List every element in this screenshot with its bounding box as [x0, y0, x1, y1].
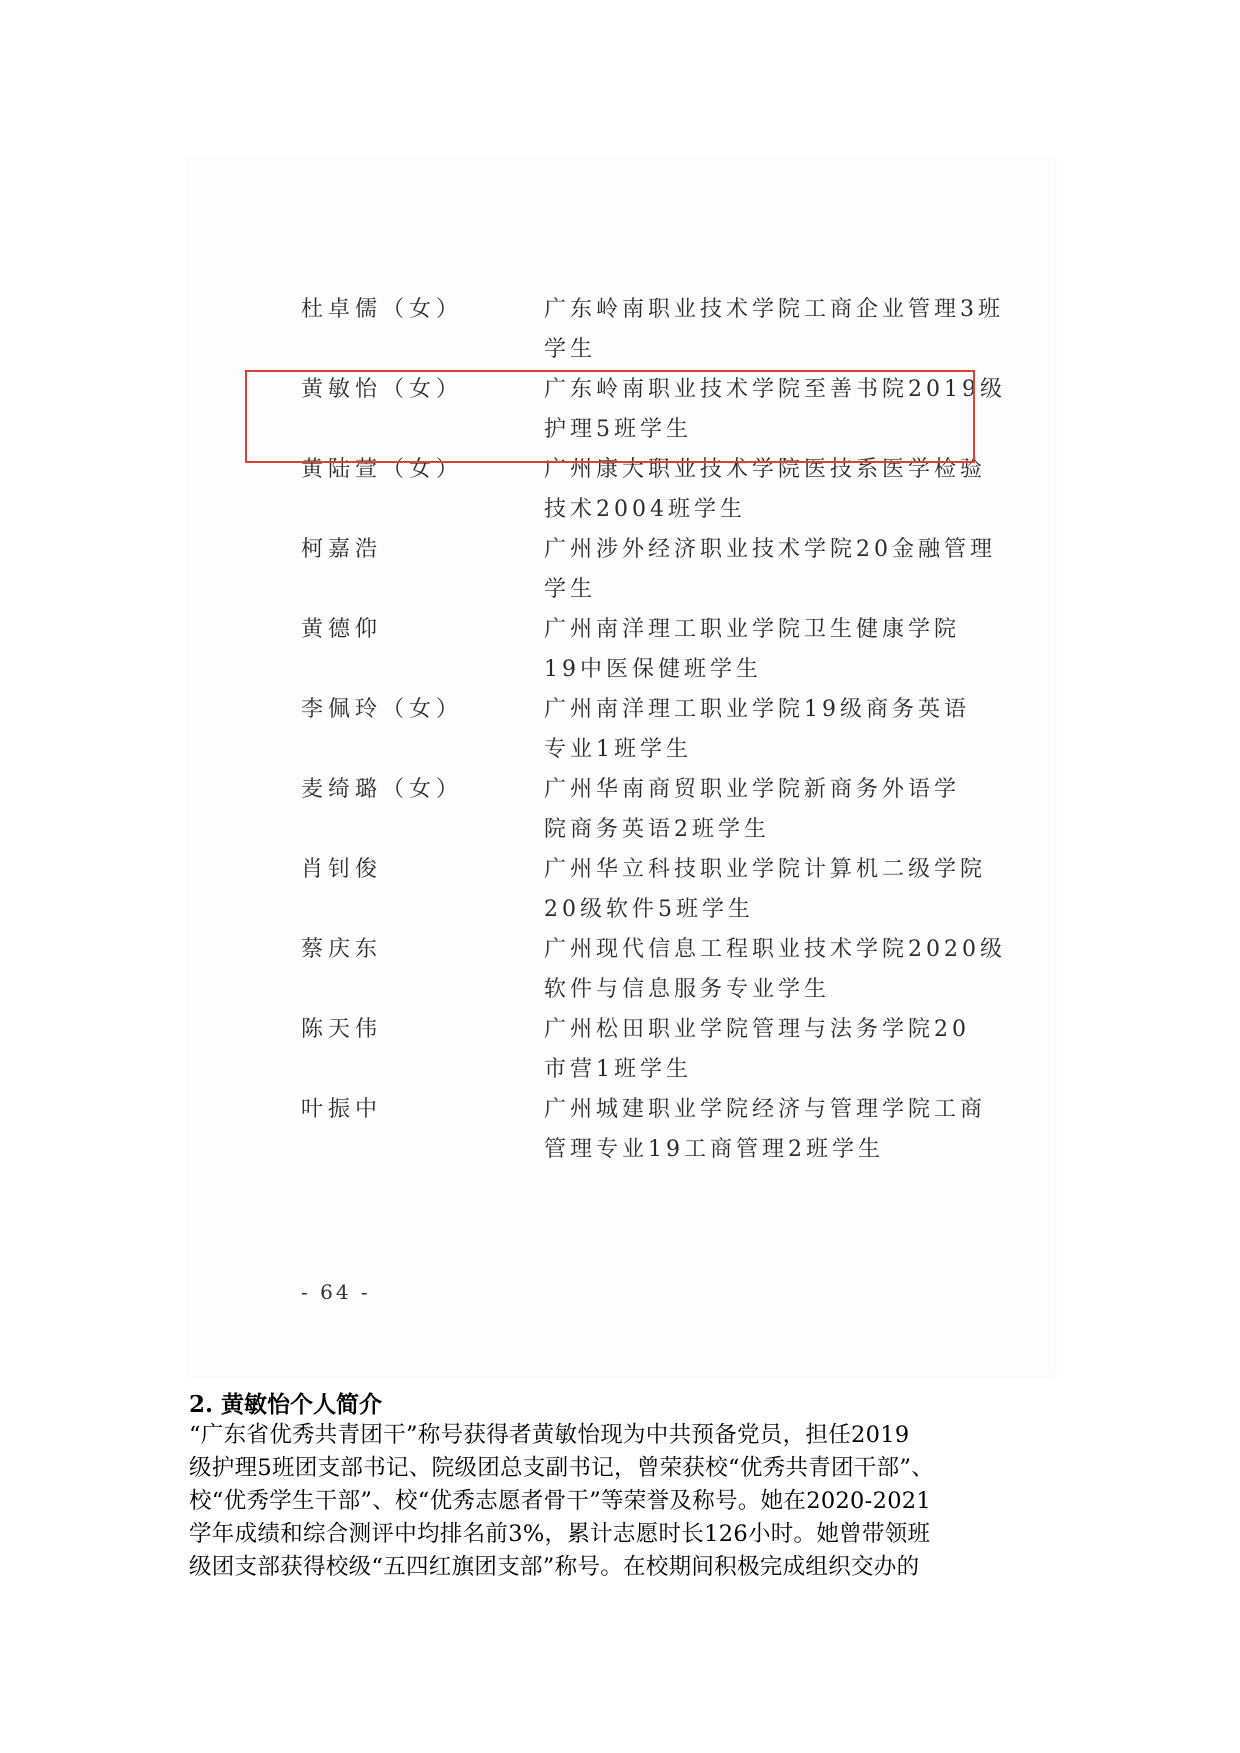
- affiliation-line: 管理专业19工商管理2班学生: [544, 1137, 884, 1162]
- person-name: 蔡庆东: [301, 937, 383, 962]
- affiliation-line: 广州南洋理工职业学院19级商务英语: [544, 697, 970, 722]
- affiliation-line: 广州涉外经济职业技术学院20金融管理: [544, 537, 996, 562]
- affiliation-line: 市营1班学生: [544, 1057, 692, 1082]
- affiliation-line: 学生: [544, 337, 597, 362]
- affiliation: [544, 930, 1006, 1010]
- person-name: 李佩玲（女）: [301, 697, 464, 722]
- affiliation: [544, 850, 987, 930]
- affiliation: [544, 690, 970, 770]
- affiliation: [544, 1010, 970, 1090]
- person-name: 陈天伟: [301, 1017, 383, 1042]
- person-name: 杜卓儒（女）: [301, 297, 464, 322]
- section-heading: 2. 黄敏怡个人简介: [189, 1391, 383, 1418]
- scanned-page: [189, 158, 1055, 1376]
- bio-line: “广东省优秀共青团干”称号获得者黄敏怡现为中共预备党员，担任2019: [189, 1422, 910, 1448]
- affiliation-line: 软件与信息服务专业学生: [544, 977, 831, 1002]
- bio-paragraph: [189, 1419, 1057, 1584]
- affiliation-line: 广州松田职业学院管理与法务学院20: [544, 1017, 970, 1042]
- affiliation: [544, 530, 996, 610]
- list-item: [189, 850, 1055, 930]
- affiliation-line: 专业1班学生: [544, 737, 692, 762]
- affiliation-line: 19中医保健班学生: [544, 657, 762, 682]
- affiliation-line: 院商务英语2班学生: [544, 817, 770, 842]
- affiliation: [544, 290, 1004, 370]
- affiliation-line: 学生: [544, 577, 597, 602]
- person-name: 叶振中: [301, 1097, 383, 1122]
- affiliation: [544, 1090, 987, 1170]
- person-name: 柯嘉浩: [301, 537, 383, 562]
- affiliation-line: 广州城建职业学院经济与管理学院工商: [544, 1097, 987, 1122]
- list-item: [189, 690, 1055, 770]
- list-item: [189, 290, 1055, 370]
- list-item: [189, 1090, 1055, 1170]
- list-item: [189, 610, 1055, 690]
- person-name: 黄陆萱（女）: [301, 457, 464, 482]
- person-name: 肖钊俊: [301, 857, 383, 882]
- person-name: 黄德仰: [301, 617, 383, 642]
- affiliation-line: 护理5班学生: [544, 417, 692, 442]
- bio-line: 级团支部获得校级“五四红旗团支部”称号。在校期间积极完成组织交办的: [189, 1554, 920, 1580]
- affiliation: [544, 610, 961, 690]
- bio-line: 校“优秀学生干部”、校“优秀志愿者骨干”等荣誉及称号。她在2020-2021: [189, 1488, 932, 1514]
- affiliation: [544, 770, 961, 850]
- affiliation-line: 20级软件5班学生: [544, 897, 754, 922]
- list-item: [189, 530, 1055, 610]
- affiliation-line: 广州康大职业技术学院医技系医学检验: [544, 457, 987, 482]
- affiliation-line: 广州南洋理工职业学院卫生健康学院: [544, 617, 961, 642]
- list-item: [189, 1010, 1055, 1090]
- list-item: [189, 930, 1055, 1010]
- affiliation-line: 广州现代信息工程职业技术学院2020级: [544, 937, 1006, 962]
- list-item: [189, 770, 1055, 850]
- bio-line: 学年成绩和综合测评中均排名前3%，累计志愿时长126小时。她曾带领班: [189, 1521, 931, 1547]
- affiliation-line: 广州华南商贸职业学院新商务外语学: [544, 777, 961, 802]
- affiliation-line: 广州华立科技职业学院计算机二级学院: [544, 857, 987, 882]
- page-number: - 64 -: [301, 1280, 371, 1304]
- bio-line: 级护理5班团支部书记、院级团总支副书记，曾荣获校“优秀共青团干部”、: [189, 1455, 935, 1481]
- person-name: 黄敏怡（女）: [301, 377, 464, 402]
- highlight-box: [245, 370, 1006, 463]
- person-name: 麦绮璐（女）: [301, 777, 464, 802]
- affiliation-line: 技术2004班学生: [544, 497, 746, 522]
- affiliation-line: 广东岭南职业技术学院至善书院2019级: [544, 377, 1006, 402]
- affiliation-line: 广东岭南职业技术学院工商企业管理3班: [544, 297, 1004, 322]
